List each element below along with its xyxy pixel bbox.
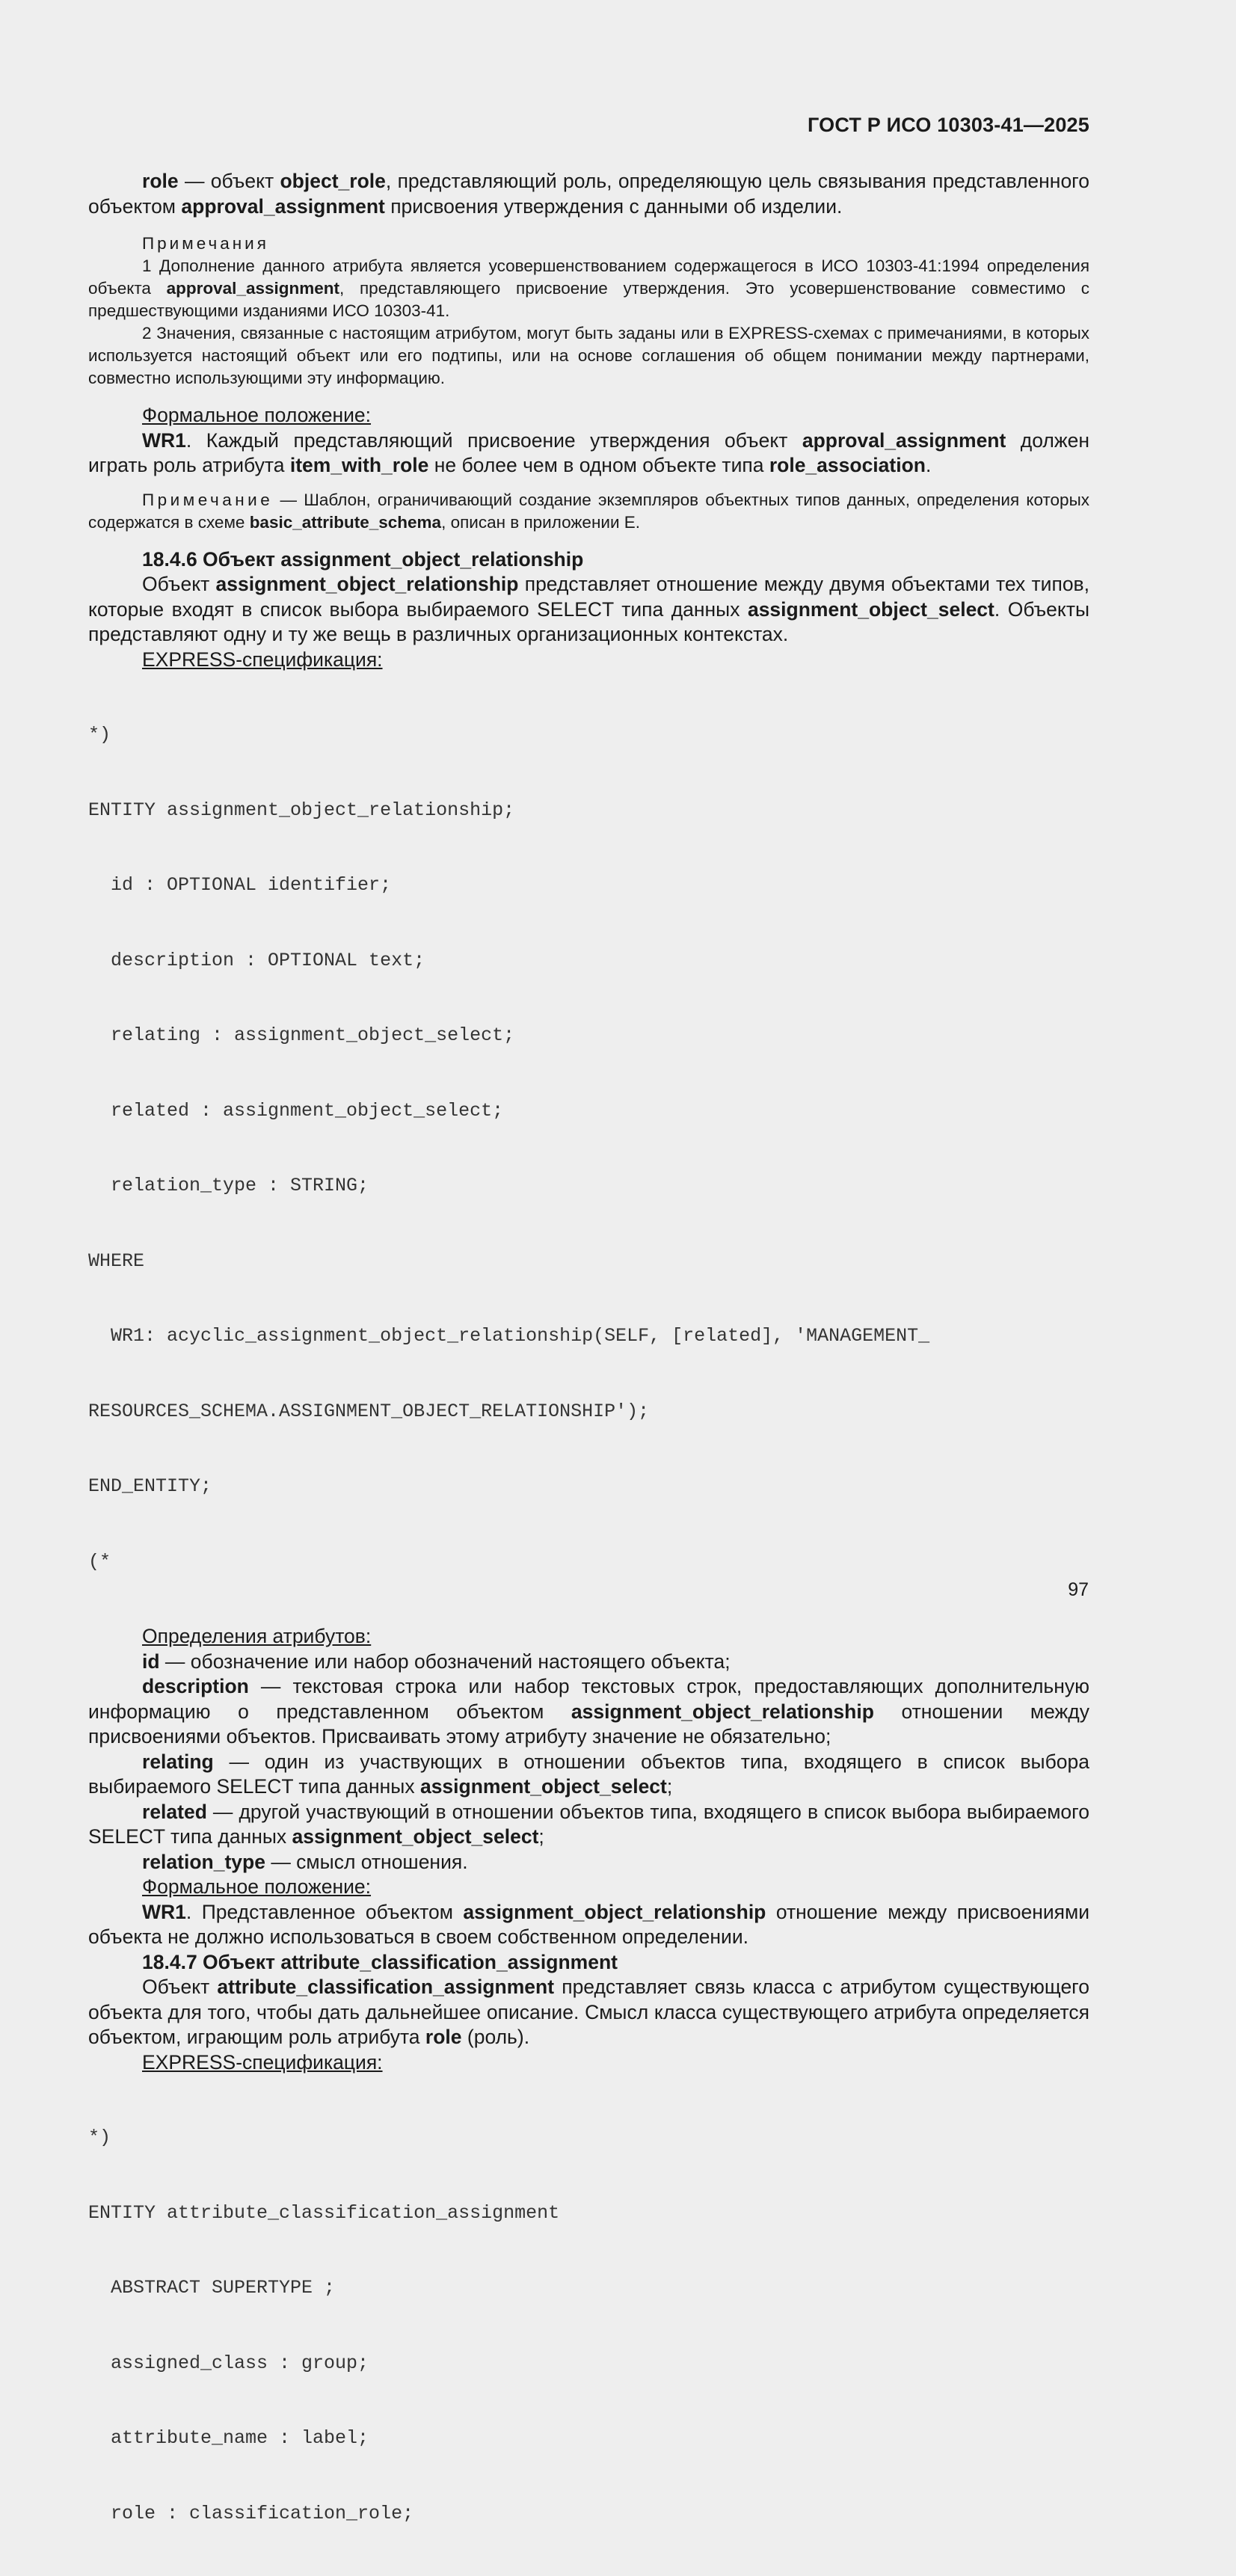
attr-relation-type: relation_type — смысл отношения. [142,1850,468,1873]
code-line: END_ENTITY; [88,1475,212,1497]
section-18-4-6-description: Объект assignment_object_relationship представляет отношение между двумя объектами тех типов, которые входят в список выбора выбираемого SELECT типа данных assignment_object_select. Объекты представляют одну и ту же вещь в различных организационных контекстах. [88,573,1089,645]
section-18-4-7-heading: 18.4.7 Объект attribute_classification_assignment [142,1950,618,1973]
formal-provision-heading: Формальное положение: [142,404,372,426]
code-line: RESOURCES_SCHEMA.ASSIGNMENT_OBJECT_RELATIONSHIP'); [88,1400,650,1422]
code-line: *) [88,2127,111,2148]
code-line: attribute_name : label; [88,2427,369,2449]
term-role: role [142,170,179,192]
code-line: ABSTRACT SUPERTYPE ; [88,2277,336,2299]
code-line: description : OPTIONAL text; [88,949,425,971]
section-18-4-7-description: Объект attribute_classification_assignment представляет связь класса с атрибутом существующего объекта для того, чтобы дать дальнейшее описание. Смысл класса существующего атрибута определяется объектом, играющим роль атрибута role (роль). [88,1976,1089,2048]
code-line: relating : assignment_object_select; [88,1024,515,1046]
code-line: (* [88,1550,111,1573]
code-line: related : assignment_object_select; [88,1099,504,1122]
notes-heading: Примечания [142,234,269,253]
code-line: WR1: acyclic_assignment_object_relationship(SELF, [related], 'MANAGEMENT_ [88,1325,930,1347]
formal-provision-heading: Формальное положение: [142,1875,372,1898]
document-id-header: ГОСТ Р ИСО 10303-41—2025 [808,114,1089,136]
attr-description: description — текстовая строка или набор текстовых строк, предоставляющих дополнительную информацию о представленном объектом assignment_object_relationship отношении между присвоениями объектов. Присваивать этому атрибуту значение не обязательно; [88,1675,1089,1747]
code-line: ENTITY attribute_classification_assignment [88,2201,560,2224]
attr-id: id — обозначение или набор обозначений настоящего объекта; [142,1650,731,1673]
express-spec-heading: EXPRESS-спецификация: [142,2050,383,2074]
page-number: 97 [1068,1579,1089,1600]
express-spec-heading: EXPRESS-спецификация: [142,648,383,671]
code-line: assigned_class : group; [88,2352,369,2374]
note-2: 2 Значения, связанные с настоящим атрибутом, могут быть заданы или в EXPRESS-схемах с примечаниями, в которых используется настоящий объект или его подтипы, или на основе соглашения об общем понимании между партнерами, совместно использующими эту информацию. [88,324,1089,387]
formal-provision-wr1: WR1. Каждый представляющий присвоение утверждения объект approval_assignment должен играть роль атрибута item_with_role не более чем в одном объекте типа role_association. [88,428,1089,476]
term-approval-assignment: approval_assignment [181,194,385,218]
code-line: relation_type : STRING; [88,1175,369,1196]
attr-related: related — другой участвующий в отношении объектов типа, входящего в список выбора выбираемого SELECT типа данных assignment_object_select; [88,1800,1089,1848]
code-line: ENTITY assignment_object_relationship; [88,799,515,821]
note-1: 1 Дополнение данного атрибута является усовершенствованием содержащегося в ИСО 10303-41:1994 определения объекта approval_assignment, представляющего присвоение утверждения. Это усовершенствование совместимо с предшествующими изданиями ИСО 10303-41. [88,256,1089,320]
express-code-block [88,2075,1089,2576]
express-code-block [88,672,1089,1624]
attribute-definitions-heading: Определения атрибутов: [142,1625,372,1647]
code-line: WHERE [88,1249,145,1272]
code-line: role : classification_role; [88,2502,414,2524]
attr-relating: relating — один из участвующих в отношении объектов типа, входящего в список выбора выбираемого SELECT типа данных assignment_object_select; [88,1750,1089,1798]
section-18-4-6-heading: 18.4.6 Объект assignment_object_relationship [142,547,584,571]
page-content [88,169,1089,2576]
code-line: *) [88,724,111,746]
note-template: Примечание — Шаблон, ограничивающий создание экземпляров объектных типов данных, определения которых содержатся в схеме basic_attribute_schema, описан в приложении Е. [88,490,1089,532]
role-attribute-paragraph: role — объект object_role, представляющий роль, определяющую цель связывания представленного объектом approval_assignment присвоения утверждения с данными об изделии. [88,170,1090,218]
term-object-role: object_role [280,170,386,192]
formal-provision-wr1: WR1. Представленное объектом assignment_object_relationship отношение между присвоениями объекта не должно использоваться в своем собственном определении. [88,1900,1089,1948]
code-line: id : OPTIONAL identifier; [88,874,392,896]
